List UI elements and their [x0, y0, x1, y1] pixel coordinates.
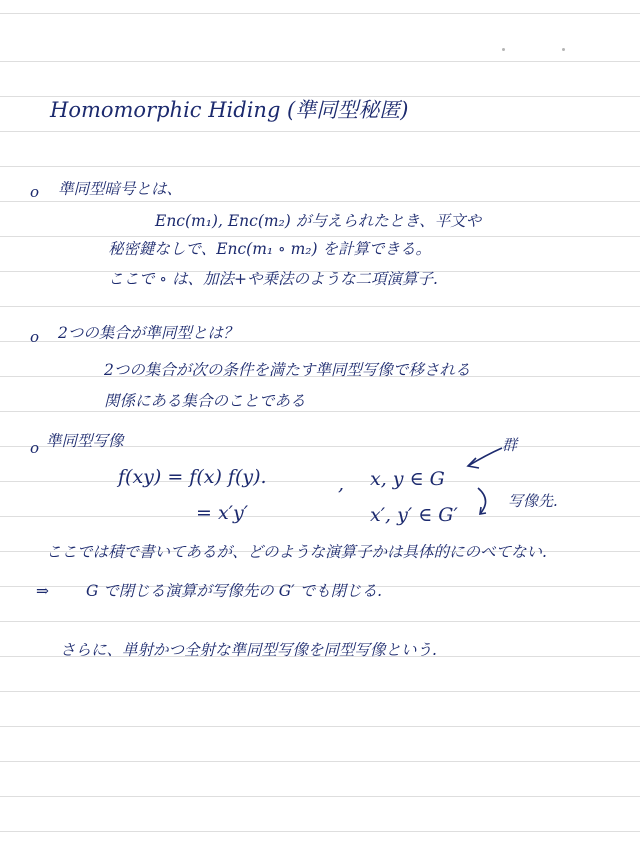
section3-heading: 準同型写像: [46, 432, 124, 450]
group-pointer-arrow: [468, 448, 502, 466]
codomain-set: x′, y′ ∈ G′: [370, 504, 458, 526]
section1-bullet: o: [30, 183, 40, 201]
image-annotation: 写像先.: [508, 492, 558, 510]
page-title: Homomorphic Hiding (準同型秘匿): [50, 98, 409, 122]
equation-separator: ,: [338, 473, 345, 495]
note-line2: G で閉じる演算が写像先の G′ でも閉じる.: [86, 582, 382, 600]
section2-line2: 関係にある集合のことである: [104, 392, 306, 410]
section3-bullet: o: [30, 439, 40, 457]
group-annotation: 群: [502, 436, 518, 454]
section1-line2: 秘密鍵なしで、Enc(m₁ ∘ m₂) を計算できる。: [108, 240, 431, 258]
implies-arrow: ⇒: [36, 582, 49, 600]
section1-line1: Enc(m₁), Enc(m₂) が与えられたとき、平文や: [155, 212, 482, 230]
note-line3: さらに、単射かつ全射な準同型写像を同型写像という.: [60, 641, 437, 659]
section2-line1: 2つの集合が次の条件を満たす準同型写像で移される: [104, 361, 471, 379]
section1-heading: 準同型暗号とは、: [58, 180, 183, 198]
section2-bullet: o: [30, 328, 40, 346]
note-line1: ここでは積で書いてあるが、どのような演算子かは具体的にのべてない.: [46, 543, 547, 561]
homomorphism-equation-result: = x′y′: [196, 502, 249, 524]
homomorphism-equation: f(xy) = f(x) f(y).: [118, 466, 267, 488]
section2-heading: 2つの集合が準同型とは？: [58, 324, 239, 342]
section1-line3: ここで ∘ は、加法+や乗法のような二項演算子.: [108, 270, 438, 288]
domain-set: x, y ∈ G: [370, 468, 445, 490]
mapping-curve-arrow: [478, 488, 486, 514]
